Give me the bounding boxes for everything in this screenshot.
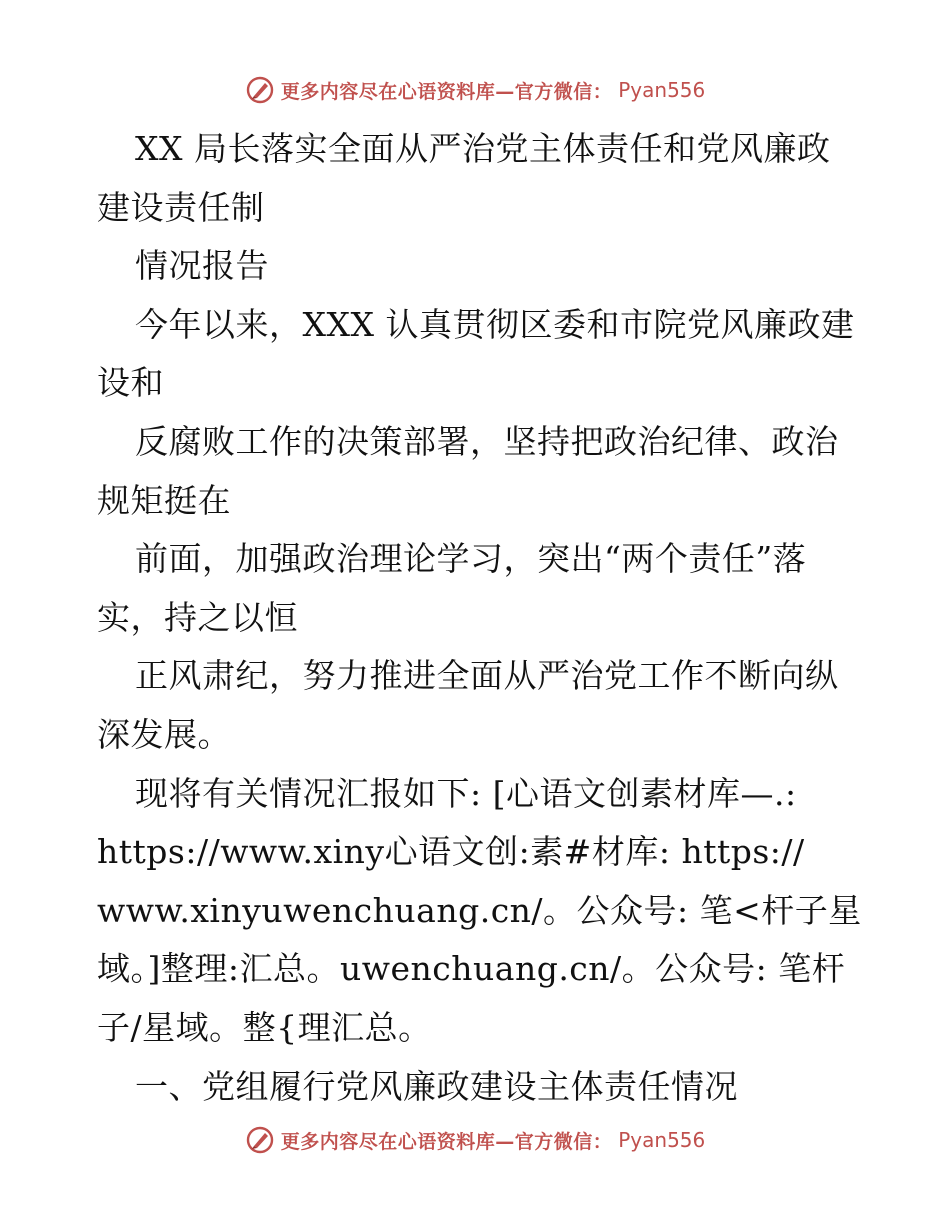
document-line: www.xinyuwenchuang.cn/。公众号: 笔<杆子星 <box>97 890 862 930</box>
document-line: 反腐败工作的决策部署，坚持把政治纪律、政治 <box>135 421 839 461</box>
pen-circle-logo-icon <box>245 1125 275 1155</box>
pen-circle-logo-icon <box>245 75 275 105</box>
document-line: https://www.xiny心语文创:素#材库: https:// <box>97 832 805 872</box>
watermark-text: 更多内容尽在心语资料库—官方微信： <box>280 1130 613 1153</box>
document-line: 前面，加强政治理论学习，突出“两个责任”落 <box>135 539 807 579</box>
document-line: 规矩挺在 <box>97 480 231 520</box>
document-line: 域。]整理:汇总。uwenchuang.cn/。公众号: 笔杆 <box>97 949 846 989</box>
document-line: XX 局长落实全面从严治党主体责任和党风廉政 <box>135 129 831 168</box>
document-line: 深发展。 <box>97 714 231 754</box>
document-line: 一、党组履行党风廉政建设主体责任情况 <box>135 1066 738 1106</box>
document-line: 建设责任制 <box>97 187 265 227</box>
document-line: 情况报告 <box>135 246 269 286</box>
document-body <box>97 120 862 1116</box>
document-line: 正风肃纪，努力推进全面从严治党工作不断向纵 <box>135 656 839 696</box>
footer-watermark <box>0 1120 950 1160</box>
document-line: 现将有关情况汇报如下: [心语文创素材库—.: <box>135 773 797 813</box>
document-line: 设和 <box>97 363 164 403</box>
document-line: 实，持之以恒 <box>97 597 298 637</box>
document-line: 今年以来，XXX 认真贯彻区委和市院党风廉政建 <box>135 304 855 344</box>
watermark-wechat-id: Pyan556 <box>618 78 706 102</box>
watermark-text: 更多内容尽在心语资料库—官方微信： <box>280 80 613 103</box>
header-watermark <box>0 70 950 110</box>
document-line: 子/星域。整{理汇总。 <box>97 1007 432 1047</box>
watermark-wechat-id: Pyan556 <box>618 1128 706 1152</box>
